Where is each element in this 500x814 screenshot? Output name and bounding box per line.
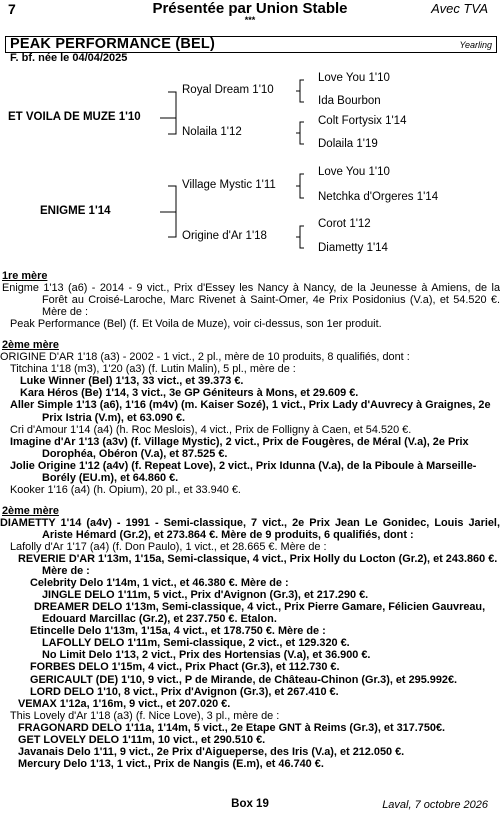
second-dam-produce-3: Cri d'Amour 1'14 (a4) (h. Roc Meslois), 4 vict., Prix de Folligny à Caen, et 54.520 €. xyxy=(10,423,412,436)
section-first-dam: 1re mère xyxy=(2,270,48,282)
pedigree-g3-5: Love You 1'10 xyxy=(318,166,390,178)
first-dam-produce: Peak Performance (Bel) (f. Et Voila de Muze), voir ci-dessus, son 1er produit. xyxy=(10,318,382,331)
lot-number: 7 xyxy=(8,1,16,17)
third-dam-produce-1a-ii: DREAMER DELO 1'13m, Semi-classique, 4 vict., Prix Pierre Gamare, Félicien Gauvreau, Edouard Marcillac (Gr.2), et 237.750 €. Etalon. xyxy=(34,601,486,626)
page-title: Présentée par Union Stable xyxy=(152,0,348,17)
horse-name: PEAK PERFORMANCE (BEL) xyxy=(10,36,215,52)
third-dam-record: DIAMETTY 1'14 (a4v) - 1991 - Semi-classique, 7 vict., 2e Prix Jean Le Gonidec, Louis Jariel, Ariste Hémard (Gr.2), et 273.864 €. Mère de 9 produits, 6 qualifiés, dont : xyxy=(0,516,500,541)
section-second-dam: 2ème mère xyxy=(2,339,59,352)
third-dam-produce-1a-iii-y: No Limit Delo 1'13, 2 vict., Prix des Hortensias (V.a), et 36.900 €. xyxy=(42,649,371,662)
third-dam-produce-1a-iii-x: LAFOLLY DELO 1'11m, Semi-classique, 2 vict., et 129.320 €. xyxy=(42,637,350,650)
third-dam-produce-1a-iii: Etincelle Delo 1'13m, 1'15a, 4 vict., et 178.750 €. Mère de : xyxy=(30,625,326,638)
third-dam-produce-2b: GET LOVELY DELO 1'11m, 10 vict., et 290.510 €. xyxy=(18,733,266,746)
third-dam-produce-1: Lafolly d'Ar 1'17 (a4) (f. Don Paulo), 1 vict., et 28.665 €. Mère de : xyxy=(10,540,327,553)
pedigree-sire-sire: Royal Dream 1'10 xyxy=(182,84,274,96)
second-dam-produce-6: Kooker 1'16 (a4) (h. Opium), 20 pl., et 33.940 €. xyxy=(10,483,241,496)
pedigree-g3-3: Colt Fortysix 1'14 xyxy=(318,115,407,127)
pedigree-sire-dam: Nolaila 1'12 xyxy=(182,126,242,138)
pedigree-dam-dam: Origine d'Ar 1'18 xyxy=(182,230,267,242)
stars-separator: *** xyxy=(244,15,256,25)
tva-label: Avec TVA xyxy=(431,1,488,16)
pedigree-g3-6: Netchka d'Orgeres 1'14 xyxy=(318,191,439,203)
third-dam-produce-1b: VEMAX 1'12a, 1'16m, 9 vict., et 207.020 €. xyxy=(18,697,231,710)
pedigree-g3-8: Diametty 1'14 xyxy=(318,242,388,254)
third-dam-produce-2a: FRAGONARD DELO 1'11a, 1'14m, 5 vict., 2e Etape GNT à Reims (Gr.3), et 317.750€. xyxy=(18,721,446,734)
second-dam-produce-1: Titchina 1'18 (m3), 1'20 (a3) (f. Lutin Malin), 5 pl., mère de : xyxy=(10,363,296,376)
third-dam-produce-1a-i: Celebrity Delo 1'14m, 1 vict., et 46.380 €. Mère de : xyxy=(30,577,289,590)
third-dam-produce-2: This Lovely d'Ar 1'18 (a3) (f. Nice Love), 3 pl., mère de : xyxy=(10,709,280,722)
second-dam-record: ORIGINE D'AR 1'18 (a3) - 2002 - 1 vict., 2 pl., mère de 10 produits, 8 qualifiés, dont : xyxy=(0,351,410,364)
box-number: Box 19 xyxy=(231,798,269,810)
pedigree-g3-4: Dolaila 1'19 xyxy=(318,138,378,150)
second-dam-produce-4: Imagine d'Ar 1'13 (a3v) (f. Village Mystic), 2 vict., Prix de Fougères, de Méral (V.a), 2e Prix Dorophéa, Obéron (V.a), et 87.525 €. xyxy=(10,435,469,460)
second-dam-produce-1b: Kara Héros (Be) 1'14, 3 vict., 3e GP Géniteurs à Mons, et 29.609 €. xyxy=(20,387,359,400)
horse-category: Yearling xyxy=(459,40,492,50)
third-dam-produce-1a-iv: FORBES DELO 1'15m, 4 vict., Prix Phact (Gr.3), et 112.730 €. xyxy=(30,661,340,674)
second-dam-produce-5: Jolie Origine 1'12 (a4v) (f. Repeat Love), 2 vict., Prix Idunna (V.a), de la Piboule à Marseille-Borély (EU.m), et 64.860 €. xyxy=(10,459,477,484)
horse-description: F. bf. née le 04/04/2025 xyxy=(10,52,128,64)
third-dam-produce-1a: REVERIE D'AR 1'13m, 1'15a, Semi-classique, 4 vict., Prix Holly du Locton (Gr.2), et 243.860 €. Mère de : xyxy=(18,553,498,578)
third-dam-produce-1a-v: GERICAULT (DE) 1'10, 9 vict., P de Mirande, de Château-Chinon (Gr.3), et 295.992€. xyxy=(30,673,458,686)
second-dam-produce-2: Aller Simple 1'13 (a6), 1'16 (m4v) (m. Kaiser Sozé), 1 vict., Prix Lady d'Auvrecy à Graignes, 2e Prix Istria (V.m), et 63.090 €. xyxy=(10,399,491,424)
third-dam-produce-2c: Javanais Delo 1'11, 9 vict., 2e Prix d'Aigueperse, des Iris (V.a), et 212.050 €. xyxy=(18,745,405,758)
section-third-dam: 2ème mère xyxy=(2,504,59,517)
third-dam-produce-1a-i-x: JINGLE DELO 1'11m, 5 vict., Prix d'Avignon (Gr.3), et 217.290 €. xyxy=(42,589,369,602)
pedigree-g3-2: Ida Bourbon xyxy=(318,95,381,107)
pedigree-g3-7: Corot 1'12 xyxy=(318,218,371,230)
third-dam-produce-1a-vi: LORD DELO 1'10, 8 vict., Prix d'Avignon (Gr.3), et 267.410 €. xyxy=(30,685,339,698)
pedigree-dam: ENIGME 1'14 xyxy=(40,205,111,217)
sale-date: Laval, 7 octobre 2026 xyxy=(382,799,488,811)
first-dam-record: Enigme 1'13 (a6) - 2014 - 9 vict., Prix d'Essey les Nancy à Nancy, de la Jeunesse à Amiens, de la Forêt au Croisé-Laroche, Marc Rivenet à Saint-Omer, 4e Prix Posidonius (V.a), et 54.520 €. Mère de : xyxy=(2,282,500,319)
pedigree-sire: ET VOILA DE MUZE 1'10 xyxy=(8,111,141,123)
pedigree-dam-sire: Village Mystic 1'11 xyxy=(182,179,276,191)
pedigree-g3-1: Love You 1'10 xyxy=(318,72,390,84)
family-notes xyxy=(0,270,500,770)
third-dam-produce-2d: Mercury Delo 1'13, 1 vict., Prix de Nangis (E.m), et 46.740 €. xyxy=(18,757,324,770)
second-dam-produce-1a: Luke Winner (Bel) 1'13, 33 vict., et 39.373 €. xyxy=(20,375,244,388)
